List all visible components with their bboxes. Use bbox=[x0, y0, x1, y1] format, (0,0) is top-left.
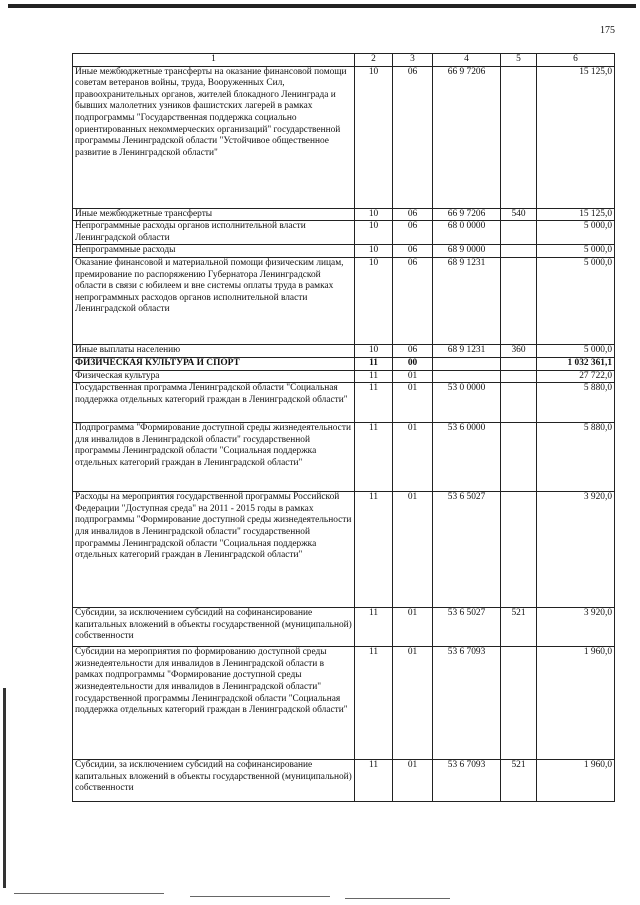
header-cell: 6 bbox=[537, 54, 615, 67]
top-border-line bbox=[8, 4, 636, 8]
expense-type-code bbox=[501, 66, 537, 208]
table-row bbox=[73, 221, 615, 245]
table-row bbox=[73, 608, 615, 647]
row-description: Субсидии, за исключением субсидий на софинансирование капитальных вложений в объекты государственной (муниципальной) собственности bbox=[73, 608, 355, 647]
expense-type-code bbox=[501, 257, 537, 344]
amount: 1 960,0 bbox=[537, 647, 615, 760]
table-body bbox=[73, 66, 615, 802]
target-article-code bbox=[433, 370, 501, 383]
section-code: 10 bbox=[355, 221, 393, 245]
budget-table bbox=[72, 53, 615, 802]
header-cell: 1 bbox=[73, 54, 355, 67]
row-description: Подпрограмма "Формирование доступной среды жизнедеятельности для инвалидов в Ленинградской области" государственной программы Ленинградской области "Социальная поддержка отдельных категорий граждан в Ленинградской области" bbox=[73, 423, 355, 492]
expense-type-code bbox=[501, 357, 537, 370]
section-code: 10 bbox=[355, 344, 393, 357]
subsection-code: 06 bbox=[393, 245, 433, 258]
row-description: Непрограммные расходы органов исполнительной власти Ленинградской области bbox=[73, 221, 355, 245]
amount: 27 722,0 bbox=[537, 370, 615, 383]
header-cell: 3 bbox=[393, 54, 433, 67]
table-row bbox=[73, 383, 615, 423]
target-article-code: 53 6 5027 bbox=[433, 608, 501, 647]
amount: 15 125,0 bbox=[537, 66, 615, 208]
expense-type-code bbox=[501, 492, 537, 608]
section-code: 11 bbox=[355, 608, 393, 647]
section-code: 10 bbox=[355, 257, 393, 344]
table-row bbox=[73, 66, 615, 208]
subsection-code: 01 bbox=[393, 647, 433, 760]
row-description: Иные межбюджетные трансферты bbox=[73, 208, 355, 221]
subsection-code: 06 bbox=[393, 208, 433, 221]
section-code: 10 bbox=[355, 208, 393, 221]
expense-type-code: 521 bbox=[501, 760, 537, 802]
amount: 5 000,0 bbox=[537, 245, 615, 258]
section-code: 10 bbox=[355, 66, 393, 208]
subsection-code: 06 bbox=[393, 344, 433, 357]
footer-line bbox=[14, 893, 164, 894]
header-cell: 4 bbox=[433, 54, 501, 67]
section-code: 11 bbox=[355, 383, 393, 423]
section-code: 10 bbox=[355, 245, 393, 258]
row-description: Иные межбюджетные трансферты на оказание финансовой помощи советам ветеранов войны, труда, Вооруженных Сил, правоохранительных органов, жителей блокадного Ленинграда и бывших малолетних узников фашистских лагерей в рамках подпрограммы "Государственная поддержка социально ориентированных некоммерческих организаций" государственной программы Ленинградской области "Устойчивое общественное развитие в Ленинградской области" bbox=[73, 66, 355, 208]
expense-type-code bbox=[501, 370, 537, 383]
amount: 3 920,0 bbox=[537, 608, 615, 647]
row-description: Физическая культура bbox=[73, 370, 355, 383]
target-article-code: 53 0 0000 bbox=[433, 383, 501, 423]
row-description: Непрограммные расходы bbox=[73, 245, 355, 258]
row-description: ФИЗИЧЕСКАЯ КУЛЬТУРА И СПОРТ bbox=[73, 357, 355, 370]
table-row bbox=[73, 344, 615, 357]
table-row bbox=[73, 357, 615, 370]
row-description: Государственная программа Ленинградской области "Социальная поддержка отдельных категорий граждан в Ленинградской области" bbox=[73, 383, 355, 423]
table-row bbox=[73, 647, 615, 760]
row-description: Субсидии на мероприятия по формированию доступной среды жизнедеятельности для инвалидов в Ленинградской области в рамках подпрограммы "Формирование доступной среды жизнедеятельности для инвалидов в Ленинградской области" государственной программы Ленинградской области "Социальная поддержка отдельных категорий граждан в Ленинградской области" bbox=[73, 647, 355, 760]
table-row bbox=[73, 370, 615, 383]
target-article-code: 53 6 0000 bbox=[433, 423, 501, 492]
subsection-code: 01 bbox=[393, 370, 433, 383]
header-cell: 5 bbox=[501, 54, 537, 67]
section-code: 11 bbox=[355, 357, 393, 370]
target-article-code: 66 9 7206 bbox=[433, 208, 501, 221]
section-code: 11 bbox=[355, 423, 393, 492]
target-article-code: 53 6 7093 bbox=[433, 760, 501, 802]
page-number: 175 bbox=[600, 25, 615, 36]
amount: 3 920,0 bbox=[537, 492, 615, 608]
subsection-code: 01 bbox=[393, 608, 433, 647]
subsection-code: 06 bbox=[393, 257, 433, 344]
amount: 1 032 361,1 bbox=[537, 357, 615, 370]
expense-type-code: 540 bbox=[501, 208, 537, 221]
row-description: Иные выплаты населению bbox=[73, 344, 355, 357]
expense-type-code bbox=[501, 647, 537, 760]
footer-line bbox=[190, 896, 330, 897]
target-article-code: 68 9 1231 bbox=[433, 344, 501, 357]
table-header-row bbox=[73, 54, 615, 67]
target-article-code bbox=[433, 357, 501, 370]
subsection-code: 00 bbox=[393, 357, 433, 370]
section-code: 11 bbox=[355, 647, 393, 760]
table-row bbox=[73, 760, 615, 802]
target-article-code: 53 6 7093 bbox=[433, 647, 501, 760]
header-cell: 2 bbox=[355, 54, 393, 67]
expense-type-code bbox=[501, 245, 537, 258]
row-description: Субсидии, за исключением субсидий на софинансирование капитальных вложений в объекты государственной (муниципальной) собственности bbox=[73, 760, 355, 802]
subsection-code: 01 bbox=[393, 383, 433, 423]
amount: 5 880,0 bbox=[537, 423, 615, 492]
expense-type-code: 521 bbox=[501, 608, 537, 647]
section-code: 11 bbox=[355, 760, 393, 802]
expense-type-code bbox=[501, 221, 537, 245]
expense-type-code bbox=[501, 423, 537, 492]
expense-type-code: 360 bbox=[501, 344, 537, 357]
scan-margin-mark bbox=[3, 688, 6, 888]
section-code: 11 bbox=[355, 492, 393, 608]
table-row bbox=[73, 423, 615, 492]
amount: 5 000,0 bbox=[537, 257, 615, 344]
table-row bbox=[73, 492, 615, 608]
target-article-code: 68 0 0000 bbox=[433, 221, 501, 245]
footer-line bbox=[345, 898, 450, 899]
target-article-code: 66 9 7206 bbox=[433, 66, 501, 208]
subsection-code: 06 bbox=[393, 66, 433, 208]
amount: 15 125,0 bbox=[537, 208, 615, 221]
amount: 5 000,0 bbox=[537, 221, 615, 245]
target-article-code: 68 9 0000 bbox=[433, 245, 501, 258]
section-code: 11 bbox=[355, 370, 393, 383]
subsection-code: 01 bbox=[393, 760, 433, 802]
expense-type-code bbox=[501, 383, 537, 423]
amount: 5 000,0 bbox=[537, 344, 615, 357]
table-row bbox=[73, 208, 615, 221]
table-row bbox=[73, 245, 615, 258]
subsection-code: 06 bbox=[393, 221, 433, 245]
target-article-code: 53 6 5027 bbox=[433, 492, 501, 608]
row-description: Расходы на мероприятия государственной программы Российской Федерации "Доступная среда" на 2011 - 2015 годы в рамках подпрограммы "Формирование доступной среды жизнедеятельности для инвалидов в Ленинградской области" государственной программы Ленинградской области "Социальная поддержка отдельных категорий граждан в Ленинградской области" bbox=[73, 492, 355, 608]
target-article-code: 68 9 1231 bbox=[433, 257, 501, 344]
row-description: Оказание финансовой и материальной помощи физическим лицам, премирование по распоряжению Губернатора Ленинградской области в связи с юбилеем и вне системы оплаты труда в рамках непрограммных расходов органов исполнительной власти Ленинградской области bbox=[73, 257, 355, 344]
table-row bbox=[73, 257, 615, 344]
amount: 5 880,0 bbox=[537, 383, 615, 423]
amount: 1 960,0 bbox=[537, 760, 615, 802]
subsection-code: 01 bbox=[393, 423, 433, 492]
subsection-code: 01 bbox=[393, 492, 433, 608]
